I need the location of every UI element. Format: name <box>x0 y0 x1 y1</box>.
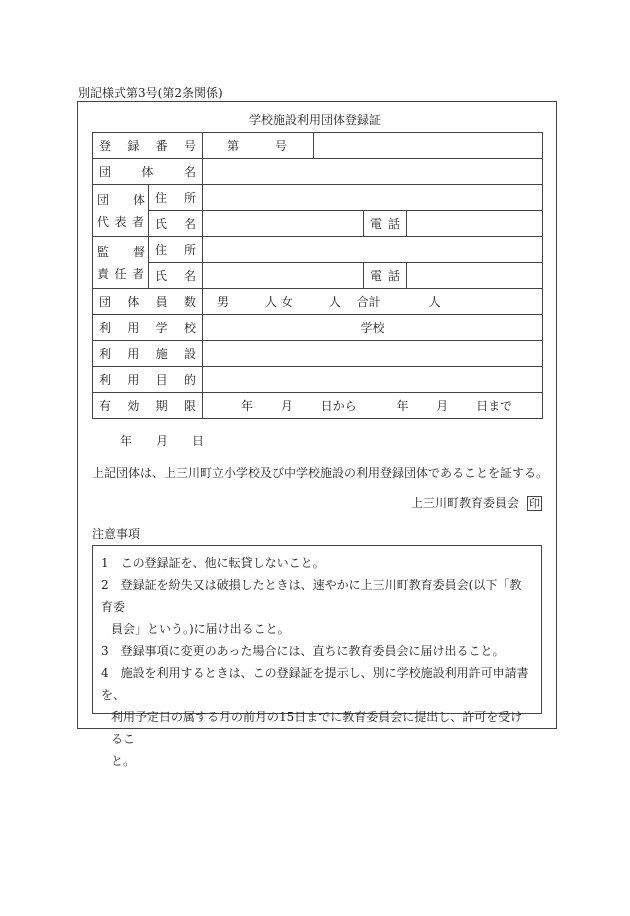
note-item: 3 登録事項に変更のあった場合には、直ちに教育委員会に届け出ること。 <box>101 644 505 658</box>
issuer <box>411 494 542 511</box>
label-rep-address: 住所 <box>149 185 203 211</box>
label-facility: 利用施設 <box>93 341 203 367</box>
field-period[interactable]: 年 月 日から 年 月 日まで <box>203 393 543 419</box>
row-sup-name <box>93 263 543 289</box>
registration-table <box>92 132 543 419</box>
field-members[interactable]: 男 人 女 人 合計 人 <box>203 289 543 315</box>
field-sup-phone[interactable] <box>407 263 543 289</box>
row-members <box>93 289 543 315</box>
certification-statement: 上記団体は、上三川町立小学校及び中学校施設の利用登録団体であることを証する。 <box>92 466 549 480</box>
label-sup-name: 氏名 <box>149 263 203 289</box>
row-rep-name <box>93 211 543 237</box>
label-purpose: 利用目的 <box>93 367 203 393</box>
label-supervisor: 監 督 責任者 <box>93 237 149 289</box>
row-facility <box>93 341 543 367</box>
note-item: 1 この登録証を、他に転貸しないこと。 <box>101 556 325 570</box>
label-group-name: 団体名 <box>93 159 203 185</box>
form-number-header: 別記様式第3号(第2条関係) <box>78 86 223 100</box>
field-purpose[interactable] <box>203 367 543 393</box>
row-group-name <box>93 159 543 185</box>
row-school <box>93 315 543 341</box>
notes-title: 注意事項 <box>92 527 141 541</box>
row-period <box>93 393 543 419</box>
note-item: 4 施設を利用するときは、この登録証を提示し、別に学校施設利用許可申請書を、 利用予定日の属する月の前月の15日までに教育委員会に提出し、許可を受けるこ と。 <box>101 666 529 768</box>
row-registration-number <box>93 133 543 159</box>
label-registration-number: 登録番号 <box>93 133 203 159</box>
label-rep-name: 氏名 <box>149 211 203 237</box>
issue-date: 年 月 日 <box>120 434 205 448</box>
row-purpose <box>93 367 543 393</box>
seal-mark: 印 <box>529 497 540 510</box>
row-rep-address <box>93 185 543 211</box>
label-sup-phone: 電話 <box>364 263 407 289</box>
certificate-title: 学校施設利用団体登録証 <box>248 113 381 127</box>
field-group-name[interactable] <box>203 159 543 185</box>
field-rep-address[interactable] <box>203 185 543 211</box>
field-sup-address[interactable] <box>203 237 543 263</box>
label-period: 有効期限 <box>93 393 203 419</box>
notes-box <box>92 545 542 768</box>
field-rep-phone[interactable] <box>407 211 543 237</box>
note-item: 2 登録証を紛失又は破損したときは、速やかに上三川町教育委員会(以下「教育委 員会」という。)に届け出ること。 <box>101 578 522 636</box>
label-representative: 団 体 代表者 <box>93 185 149 237</box>
label-members: 団体員数 <box>93 289 203 315</box>
row-sup-address <box>93 237 543 263</box>
label-school: 利用学校 <box>93 315 203 341</box>
blank-registration-extra[interactable] <box>314 133 543 159</box>
field-sup-name[interactable] <box>203 263 364 289</box>
field-school[interactable]: 学校 <box>203 315 543 341</box>
issuer-name: 上三川町教育委員会 <box>410 496 519 510</box>
label-sup-address: 住所 <box>149 237 203 263</box>
field-rep-name[interactable] <box>203 211 364 237</box>
field-facility[interactable] <box>203 341 543 367</box>
value-registration-number[interactable]: 第 号 <box>203 133 314 159</box>
label-rep-phone: 電話 <box>364 211 407 237</box>
